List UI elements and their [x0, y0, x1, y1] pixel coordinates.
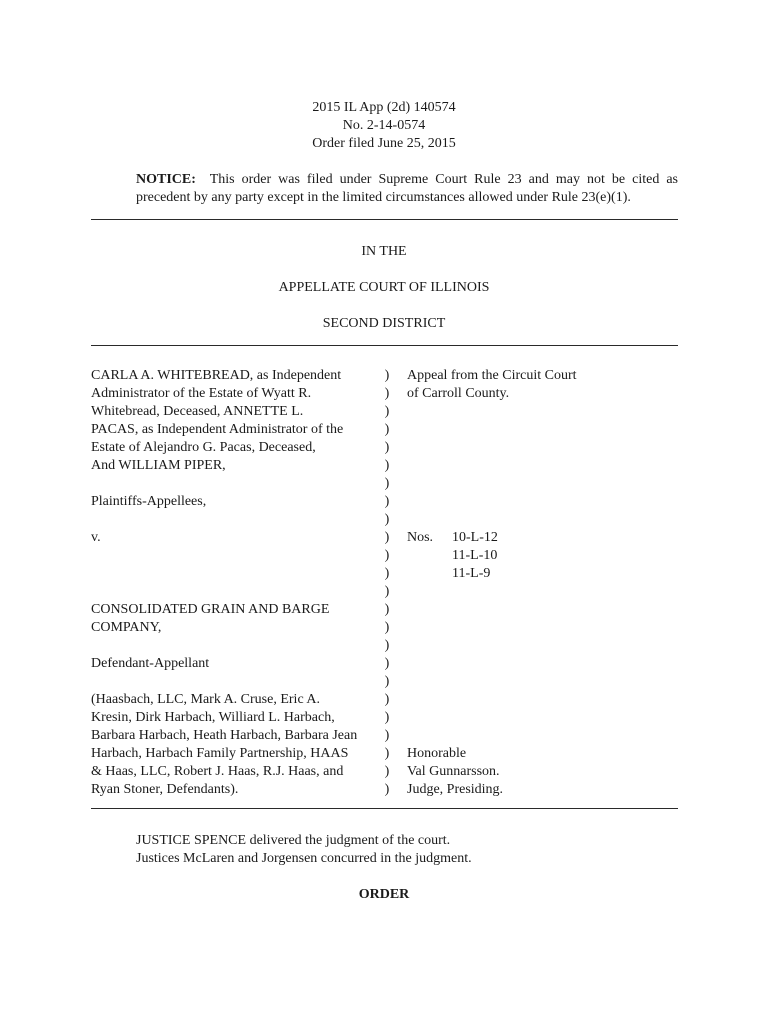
caption-paren: ) [384, 656, 390, 671]
other-defendants-line: Kresin, Dirk Harbach, Williard L. Harbach, [91, 710, 335, 725]
caption-paren: ) [384, 422, 390, 437]
court-name: APPELLATE COURT OF ILLINOIS [278, 280, 490, 295]
rule-23-notice [136, 171, 678, 207]
nos-label: Nos. [407, 530, 434, 545]
caption-paren: ) [384, 404, 390, 419]
caption-paren: ) [384, 638, 390, 653]
caption-paren: ) [384, 476, 390, 491]
defendant-line: COMPANY, [91, 620, 162, 635]
other-defendants-line: & Haas, LLC, Robert J. Haas, R.J. Haas, and [91, 764, 344, 779]
caption-parenthesis-column [382, 367, 392, 799]
case-numbers-row [407, 529, 677, 547]
plaintiff-line: Whitebread, Deceased, ANNETTE L. [91, 404, 304, 419]
judge-line: Judge, Presiding. [407, 782, 504, 797]
plaintiffs-role: Plaintiffs-Appellees, [91, 494, 207, 509]
caption-paren: ) [384, 710, 390, 725]
plaintiff-line: Administrator of the Estate of Wyatt R. [91, 386, 312, 401]
other-defendants-line: Barbara Harbach, Heath Harbach, Barbara Jean [91, 728, 358, 743]
other-defendants-line: (Haasbach, LLC, Mark A. Cruse, Eric A. [91, 692, 320, 707]
divider-top [91, 219, 678, 220]
defendant-line: CONSOLIDATED GRAIN AND BARGE [91, 602, 330, 617]
notice-label: NOTICE: [136, 172, 196, 187]
plaintiff-line: PACAS, as Independent Administrator of the [91, 422, 344, 437]
concurring-justices: Justices McLaren and Jorgensen concurred in the judgment. [136, 851, 472, 866]
divider-court [91, 345, 678, 346]
court-district: SECOND DISTRICT [322, 316, 446, 331]
caption-paren: ) [384, 458, 390, 473]
caption-paren: ) [384, 584, 390, 599]
versus: v. [91, 530, 101, 545]
case-caption-court-info [407, 367, 677, 799]
divider-caption [91, 808, 678, 809]
caption-paren: ) [384, 386, 390, 401]
caption-paren: ) [384, 368, 390, 383]
caption-paren: ) [384, 692, 390, 707]
plaintiff-line: Estate of Alejandro G. Pacas, Deceased, [91, 440, 316, 455]
caption-paren: ) [384, 728, 390, 743]
caption-paren: ) [384, 764, 390, 779]
caption-paren: ) [384, 548, 390, 563]
court-in-the: IN THE [361, 244, 407, 259]
plaintiff-line: CARLA A. WHITEBREAD, as Independent [91, 368, 342, 383]
order-title: ORDER [358, 887, 410, 902]
caption-paren: ) [384, 440, 390, 455]
plaintiff-line: And WILLIAM PIPER, [91, 458, 226, 473]
other-defendants-line: Harbach, Harbach Family Partnership, HAAS [91, 746, 349, 761]
caption-paren: ) [384, 782, 390, 797]
notice-text: This order was filed under Supreme Court Rule 23 and may not be cited as precedent by any party except in the limited circumstances allowed under Rule 23(e)(1). [136, 172, 678, 205]
appeal-line: of Carroll County. [407, 386, 510, 401]
judge-line: Honorable [407, 746, 467, 761]
judge-line: Val Gunnarsson. [407, 764, 500, 779]
caption-paren: ) [384, 494, 390, 509]
case-number: 11-L-10 [452, 548, 498, 563]
docket-number: No. 2-14-0574 [342, 118, 426, 133]
other-defendants-line: Ryan Stoner, Defendants). [91, 782, 239, 797]
defendant-role: Defendant-Appellant [91, 656, 210, 671]
appeal-line: Appeal from the Circuit Court [407, 368, 577, 383]
caption-paren: ) [384, 530, 390, 545]
caption-paren: ) [384, 566, 390, 581]
case-caption-parties [91, 367, 381, 799]
citation: 2015 IL App (2d) 140574 [312, 100, 456, 115]
caption-paren: ) [384, 674, 390, 689]
filed-date: Order filed June 25, 2015 [312, 136, 456, 151]
caption-paren: ) [384, 602, 390, 617]
delivered-by: JUSTICE SPENCE delivered the judgment of the court. [136, 833, 451, 848]
caption-paren: ) [384, 746, 390, 761]
case-number: 10-L-12 [452, 530, 498, 545]
caption-paren: ) [384, 512, 390, 527]
caption-paren: ) [384, 620, 390, 635]
case-number: 11-L-9 [452, 566, 491, 581]
